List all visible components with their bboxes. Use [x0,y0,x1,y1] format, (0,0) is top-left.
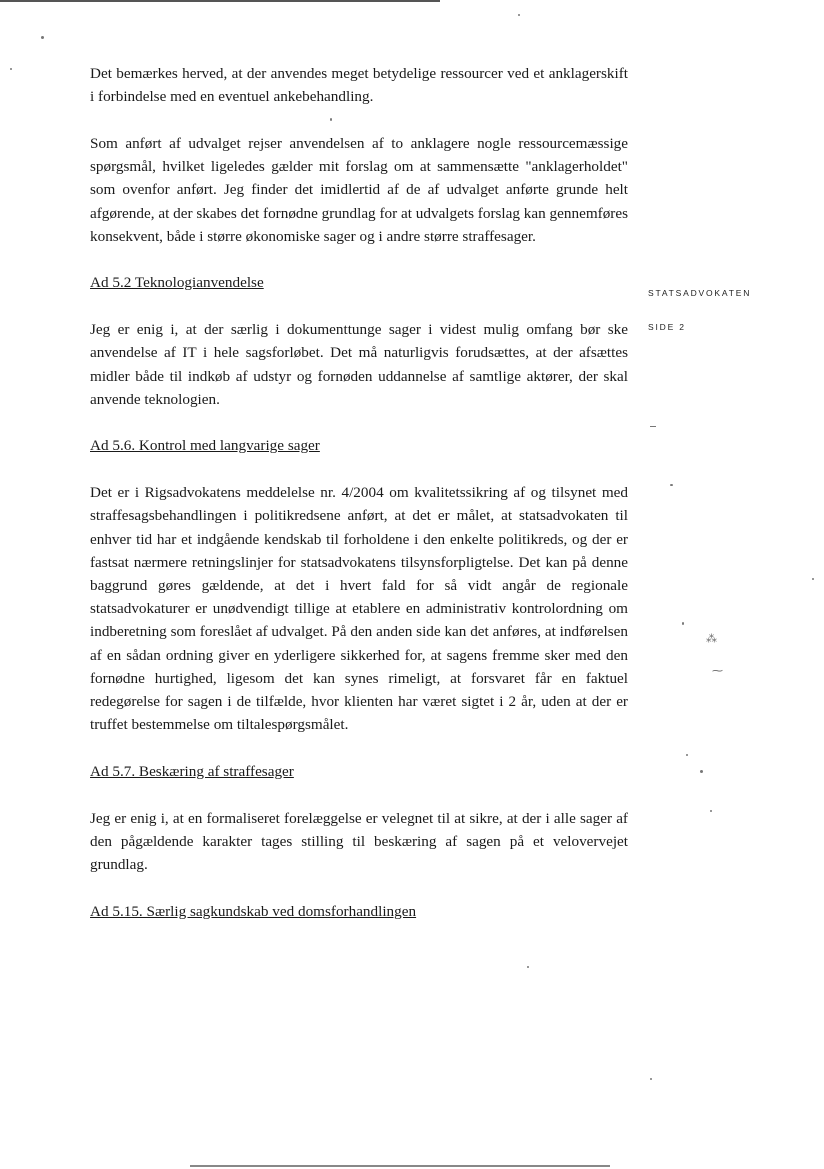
sender-name: STATSADVOKATEN [648,288,752,298]
letterhead-margin [648,288,808,332]
scan-speck [650,1078,652,1080]
scan-speck [700,770,703,773]
scan-speck [527,966,529,968]
scan-speck [330,118,332,121]
scan-speck [682,622,684,625]
scan-mark: ⁂ [706,632,717,645]
paragraph-it-anvendelse: Jeg er enig i, at der særlig i dokumenttunge sager i videst mulig omfang bør ske anvendelse af IT i hele sagsforløbet. Det må naturligvis forudsættes, at der afsættes midler både til indkøb af udstyr og fornøden uddannelse af samtlige aktører, der skal anvende teknologien. [90,321,628,408]
heading-saerlig-sagkundskab: Ad 5.15. Særlig sagkundskab ved domsforhandlingen [90,902,417,920]
scan-speck [650,426,656,427]
page-number: SIDE 2 [648,322,686,332]
top-edge-rule [0,0,440,2]
scan-speck [812,578,814,580]
scan-speck [518,14,520,16]
heading-beskaering: Ad 5.7. Beskæring af straffesager [90,762,294,780]
paragraph-ressourcer: Som anført af udvalget rejser anvendelsen af to anklagere nogle ressourcemæssige spørgsmål, hvilket ligeledes gælder mit forslag om at sammensætte "anklagerholdet" som ovenfor anført. Jeg finder det imidlertid af de af udvalget anførte grunde helt afgørende, at der skabes det fornødne grundlag for at udvalgets forslag kan gennemføres konsekvent, både i større økonomiske sager og i andre større straffesager. [90,134,628,245]
paragraph-kontrolordning: Det er i Rigsadvokatens meddelelse nr. 4/2004 om kvalitetssikring af og tilsynet med straffesagsbehandlingen i politikredsene anført, at det er målet, at statsadvokaten til enhver tid har et indgående kendskab til forholdene i den enkelte politikreds, og der er fastsat nærmere retningslinjer for statsadvokatens tilsynsforpligtelse. Det kan på denne baggrund gøres gældende, at det i hvert fald for så vidt angår de regionale statsadvokaturer er unødvendigt tillige at etablere en administrativ kontrolordning om indberetning som foreslået af udvalget. På den anden side kan det anføres, at indførelsen af en sådan ordning giver en yderligere sikkerhed for, at sagens fremme sker med den fornødne hurtighed, ligesom det kan synes rimeligt, at forsvaret får en faktuel redegørelse for sagen i de tilfælde, hvor klienten har været sigtet i 2 år, uden at der er truffet bestemmelse om tiltalespørgsmålet. [90,484,628,734]
scan-speck [710,810,712,812]
heading-teknologianvendelse: Ad 5.2 Teknologianvendelse [90,274,264,292]
letter-body [90,62,628,946]
heading-kontrol-langvarige-sager: Ad 5.6. Kontrol med langvarige sager [90,437,320,455]
scan-mark: ⁓ [712,664,723,677]
paragraph-beskaering: Jeg er enig i, at en formaliseret forelæggelse er velegnet til at sikre, at der i alle sager af den pågældende karakter tages stilling til beskæring af sagen på et velovervejet grundlag. [90,809,628,873]
scan-speck [670,484,673,486]
paragraph-ankeskift: Det bemærkes herved, at der anvendes meget betydelige ressourcer ved et anklagerskift i forbindelse med en eventuel ankebehandling. [90,65,628,106]
scan-speck [686,754,688,756]
bottom-edge-rule [190,1165,610,1167]
scan-speck [41,36,44,39]
scan-speck [10,68,12,70]
